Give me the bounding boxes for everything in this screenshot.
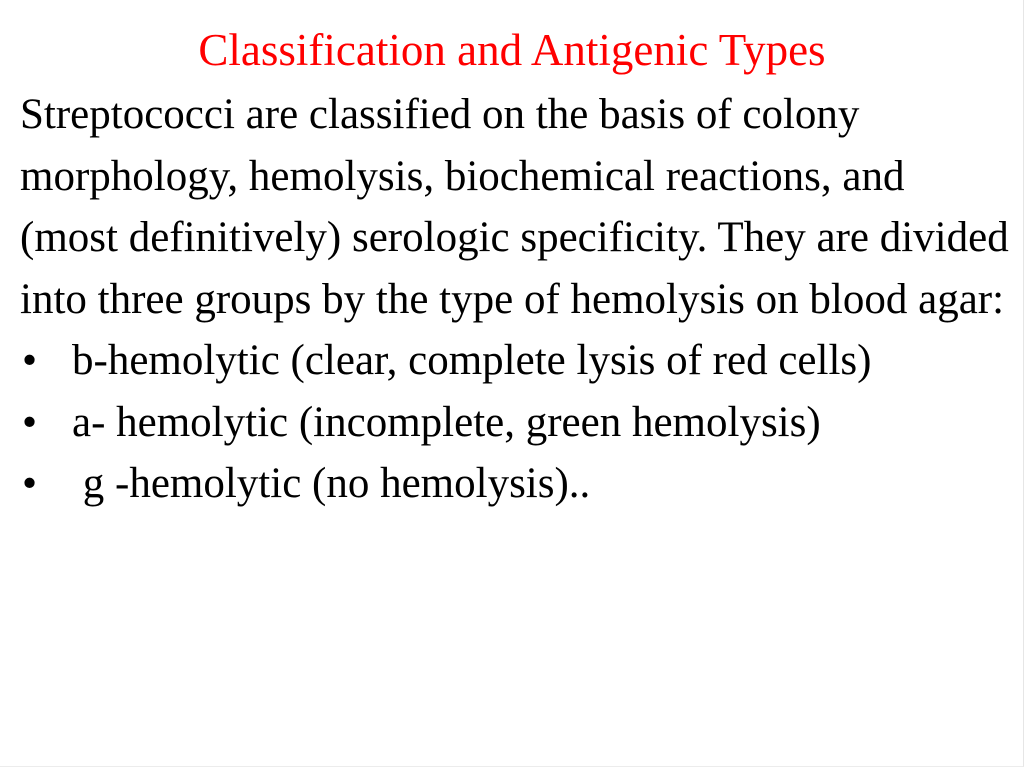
bullet-text-gamma: g -hemolytic (no hemolysis).. [72, 460, 591, 507]
list-item [20, 392, 1010, 454]
bullet-text-beta: b-hemolytic (clear, complete lysis of red cells) [72, 337, 872, 384]
bullet-icon: • [22, 460, 38, 507]
bullet-icon: • [22, 398, 38, 446]
list-item [20, 330, 1010, 392]
hemolysis-list [20, 330, 1010, 515]
bullet-text-alpha: a- hemolytic (incomplete, green hemolysis) [72, 398, 821, 446]
intro-paragraph: Streptococci are classified on the basis of colony morphology, hemolysis, biochemical reactions, and (most definitively) serologic specificity. They are divided into three groups by the type of hemolysis on blood agar: [20, 91, 1009, 323]
list-item [20, 453, 1010, 515]
bullet-icon: • [22, 337, 38, 384]
slide-body [20, 84, 1010, 515]
slide-title: Classification and Antigenic Types [198, 25, 826, 75]
